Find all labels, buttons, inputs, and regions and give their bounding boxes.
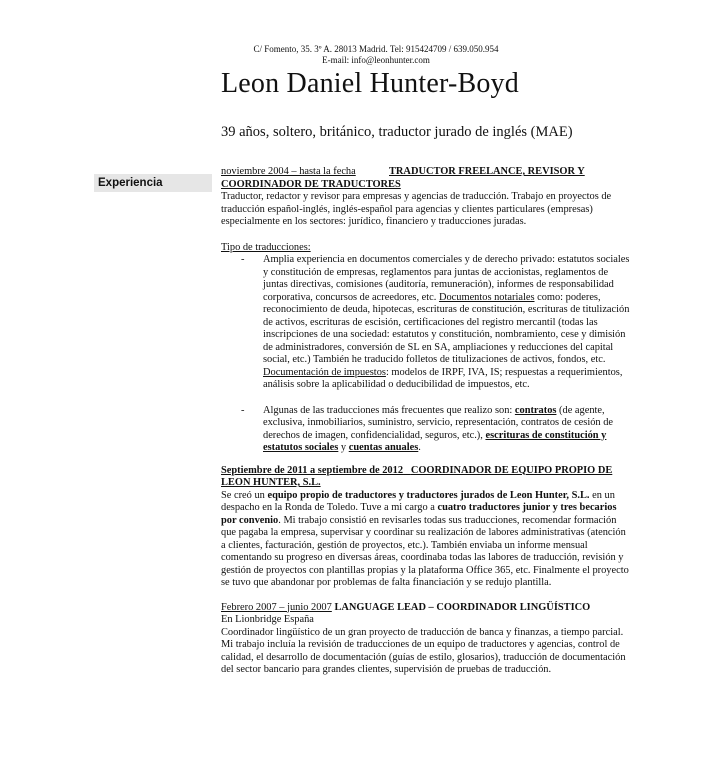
job2-text-c: en un despacho en la Ronda de Toledo. Tuve a mi cargo a bbox=[221, 489, 615, 513]
list-item: - Algunas de las traducciones más frecuentes que realizo son: contratos (de agente, exclusiva, inmobiliarios, suministro, servicio, representación, contratos de cesión de derechos de imagen, confidencialidad, seguros, etc.), escrituras de constitución y estatutos sociales y cuentas anuales. bbox=[241, 404, 614, 453]
job1-types-heading: Tipo de traducciones: bbox=[221, 241, 311, 253]
job2-title: COORDINADOR DE EQUIPO PROPIO DE LEON HUNTER, S.L. bbox=[221, 464, 613, 488]
job2-description bbox=[221, 490, 631, 590]
bullet2-text-c: (de agente, exclusiva, inmobiliarios, suministro, servicio, representación, contratos de cesión de derechos de imagen, confidencialidad, seguros, etc.), bbox=[263, 404, 614, 441]
candidate-summary: 39 años, soltero, británico, traductor jurado de inglés (MAE) bbox=[221, 124, 573, 140]
bullet1-text-a: Amplia experiencia en documentos comerciales y de derecho privado: estatutos sociales y constitución de empresas, reglamentos para juntas de accionistas, reglamentos de juntas directivas, comisiones (auditoría, remuneración), informes de responsabilidad corporativa, concursos de acreedores, etc. bbox=[263, 254, 630, 303]
bullet1-text-e: : modelos de IRPF, IVA, IS; respuestas a requerimientos, análisis sobre la aplicabilidad o deducibilidad de impuestos, etc. bbox=[263, 366, 623, 390]
job3-header bbox=[221, 602, 631, 615]
job3-dates: Febrero 2007 – junio 2007 bbox=[221, 601, 332, 613]
bullet1-text-c: como: poderes, reconocimiento de deuda, hipotecas, escrituras de constitución, escrituras de titulización de activos, escrituras de escisión, certificaciones del registro mercantil (todas las inscripciones de una sociedad: estatutos y constitución, nombramiento, cese y dimisión de administradores, conversión de SL en SA, ampliaciones y reducciones del capital social, etc.) También he traducido folletos de titulizaciones de activos, fondos, etc. bbox=[263, 291, 630, 365]
bullet1-notarial: Documentos notariales bbox=[438, 291, 535, 303]
job2-staff: cuatro traductores junior y tres becarios por convenio bbox=[221, 502, 617, 526]
job3-description: Coordinador lingüístico de un gran proyecto de traducción de banca y finanzas, a tiempo parcial. Mi trabajo incluía la revisión de traducciones de un equipo de traductores y agencias, control de calidad, el desarrollo de documentación (guías de estilo, glosarios), traducción de documentación del sector bancario para grandes clientes, supervisión de pruebas de traducción. bbox=[221, 626, 626, 675]
job3-company: En Lionbridge España bbox=[221, 614, 314, 625]
job3-title: LANGUAGE LEAD – COORDINADOR LINGÜÍSTICO bbox=[334, 601, 591, 613]
job1-title-a: TRADUCTOR FREELANCE, REVISOR Y bbox=[389, 166, 585, 177]
contact-email: E-mail: info@leonhunter.com bbox=[322, 55, 430, 65]
bullet2-text-e: y bbox=[338, 442, 349, 453]
list-item: - Amplia experiencia en documentos comerciales y de derecho privado: estatutos sociales y constitución de empresas, reglamentos para juntas de accionistas, reglamentos de juntas directivas, comisiones (auditoría, remuneración), informes de responsabilidad corporativa, concursos de acreedores, etc. Documentos notariales como: poderes, reconocimiento de deuda, hipotecas, escrituras de constitución, escrituras de titulización de activos, escrituras de escisión, certificaciones del registro mercantil (todas las inscripciones de una sociedad: estatutos y constitución, nombramiento, cese y dimisión de administradores, conversión de SL en SA, ampliaciones y reducciones del capital social, etc.) También he traducido folletos de titulizaciones de activos, fondos, etc. Documentación de impuestos: modelos de IRPF, IVA, IS; respuestas a requerimientos, análisis sobre la aplicabilidad o deducibilidad de impuestos, etc. bbox=[241, 254, 630, 390]
job1-title-b: COORDINADOR DE TRADUCTORES bbox=[221, 178, 401, 190]
candidate-name: Leon Daniel Hunter-Boyd bbox=[221, 68, 519, 99]
bullet2-text-a: Algunas de las traducciones más frecuentes que realizo son: bbox=[263, 404, 515, 416]
job1-dates: noviembre 2004 – hasta la fecha bbox=[221, 166, 356, 177]
job1-header bbox=[221, 166, 631, 179]
job2-text-e: . Mi trabajo consistió en revisarles todas sus traducciones, recomendar formación que pagaba la empresa, supervisar y coordinar su realización de labores administrativas (atención a clientes, facturación, gestión de proyectos, etc.). También enviaba un informe mensual comentando su progreso en diversas áreas, coordinaba todas las labores de traducción, revisión y gestión de proyectos con plantillas propias y la plataforma Office 365, etc. Finalmente el proyecto se tuvo que abandonar por problemas de falta financiación y se redujo plantilla. bbox=[221, 514, 629, 588]
bullet1-tax-docs: Documentación de impuestos bbox=[263, 366, 386, 378]
job2-team: equipo propio de traductores y traductores jurados de Leon Hunter, S.L. bbox=[267, 489, 590, 501]
contact-block bbox=[226, 44, 526, 66]
bullet2-deeds: escrituras de constitución y estatutos sociales bbox=[263, 429, 607, 453]
job1-description: Traductor, redactor y revisor para empresas y agencias de traducción. Trabajo en proyectos de traducción español-inglés, inglés-español para agencias y clientes particulares (empresas) especialmente en los sectores: jurídico, financiero y traducciones juradas. bbox=[221, 191, 612, 227]
job2-header bbox=[221, 465, 631, 490]
job1-types-list bbox=[221, 254, 631, 455]
job2-dates: Septiembre de 2011 a septiembre de 2012 bbox=[221, 464, 404, 476]
bullet2-contracts: contratos bbox=[514, 404, 557, 416]
contact-address-phone: C/ Fomento, 35. 3º A. 28013 Madrid. Tel: 915424709 / 639.050.954 bbox=[253, 44, 499, 54]
experience-section bbox=[221, 166, 631, 677]
bullet2-text-g: . bbox=[418, 442, 421, 453]
job2-text-a: Se creó un bbox=[221, 489, 268, 501]
section-label-experience: Experiencia bbox=[94, 174, 212, 192]
bullet2-accounts: cuentas anuales bbox=[348, 442, 419, 453]
